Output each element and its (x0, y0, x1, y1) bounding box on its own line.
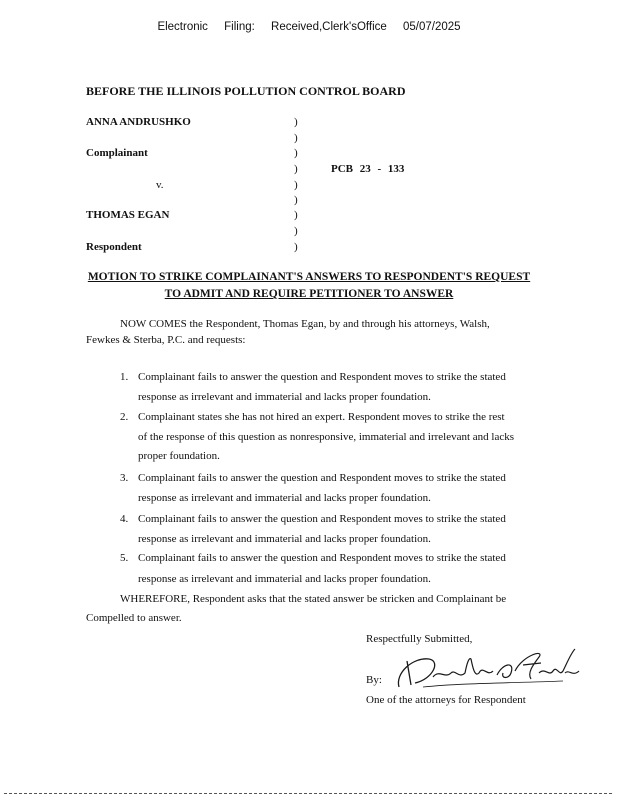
item-number: 3. (120, 472, 129, 484)
item-line: Complainant states she has not hired an expert. Respondent moves to strike the rest (138, 411, 505, 423)
defendant-role: Respondent (86, 241, 142, 253)
stamp-filing: Filing: (224, 21, 255, 33)
item-line: response as irrelevant and immaterial and lacks proper foundation. (138, 573, 431, 585)
motion-title-line2: TO ADMIT AND REQUIRE PETITIONER TO ANSWER (164, 288, 454, 300)
plaintiff-name: ANNA ANDRUSHKO (86, 116, 191, 128)
item-line: Complainant fails to answer the question and Respondent moves to strike the stated (138, 513, 506, 525)
caption-paren: ) (294, 209, 298, 221)
item-number: 2. (120, 411, 129, 423)
item-line: proper foundation. (138, 450, 220, 462)
case-number: PCB 23 - 133 (331, 163, 405, 175)
item-line: Complainant fails to answer the question and Respondent moves to strike the stated (138, 552, 506, 564)
caption-paren: ) (294, 116, 298, 128)
defendant-name: THOMAS EGAN (86, 209, 170, 221)
item-number: 4. (120, 513, 129, 525)
wherefore-line1: WHEREFORE, Respondent asks that the stated answer be stricken and Complainant be (120, 593, 507, 605)
item-line: response as irrelevant and immaterial and lacks proper foundation. (138, 533, 431, 545)
handwritten-signature (393, 643, 583, 693)
by-label: By: (366, 674, 382, 686)
caption-paren: ) (294, 194, 298, 206)
caption-paren: ) (294, 179, 298, 191)
board-heading: BEFORE THE ILLINOIS POLLUTION CONTROL BOARD (86, 84, 406, 98)
caption-paren: ) (294, 163, 298, 175)
stamp-date: 05/07/2025 (402, 21, 461, 33)
stamp-received: Received,Clerk'sOffice (271, 21, 387, 33)
plaintiff-role: Complainant (86, 147, 148, 159)
intro-line2: Fewkes & Sterba, P.C. and requests: (86, 334, 246, 346)
caption-paren: ) (294, 241, 298, 253)
item-line: Complainant fails to answer the question and Respondent moves to strike the stated (138, 371, 506, 383)
closing-text: Respectfully Submitted, (366, 633, 473, 645)
stamp-electronic: Electronic (157, 21, 208, 33)
item-line: response as irrelevant and immaterial and lacks proper foundation. (138, 391, 431, 403)
page-footer-rule (4, 793, 612, 794)
item-number: 5. (120, 552, 129, 564)
item-line: of the response of this question as nonresponsive, immaterial and irrelevant and lacks (138, 431, 515, 443)
item-line: response as irrelevant and immaterial and lacks proper foundation. (138, 492, 431, 504)
caption-paren: ) (294, 132, 298, 144)
filing-stamp (0, 21, 618, 33)
caption-paren: ) (294, 225, 298, 237)
item-number: 1. (120, 371, 129, 383)
wherefore-line2: Compelled to answer. (86, 612, 182, 624)
intro-line1: NOW COMES the Respondent, Thomas Egan, by and through his attorneys, Walsh, (120, 318, 490, 330)
motion-title-line1: MOTION TO STRIKE COMPLAINANT'S ANSWERS TO RESPONDENT'S REQUEST (87, 271, 531, 283)
item-line: Complainant fails to answer the question and Respondent moves to strike the stated (138, 472, 506, 484)
attorney-line: One of the attorneys for Respondent (366, 694, 526, 706)
caption-paren: ) (294, 147, 298, 159)
versus-label: v. (156, 179, 164, 191)
